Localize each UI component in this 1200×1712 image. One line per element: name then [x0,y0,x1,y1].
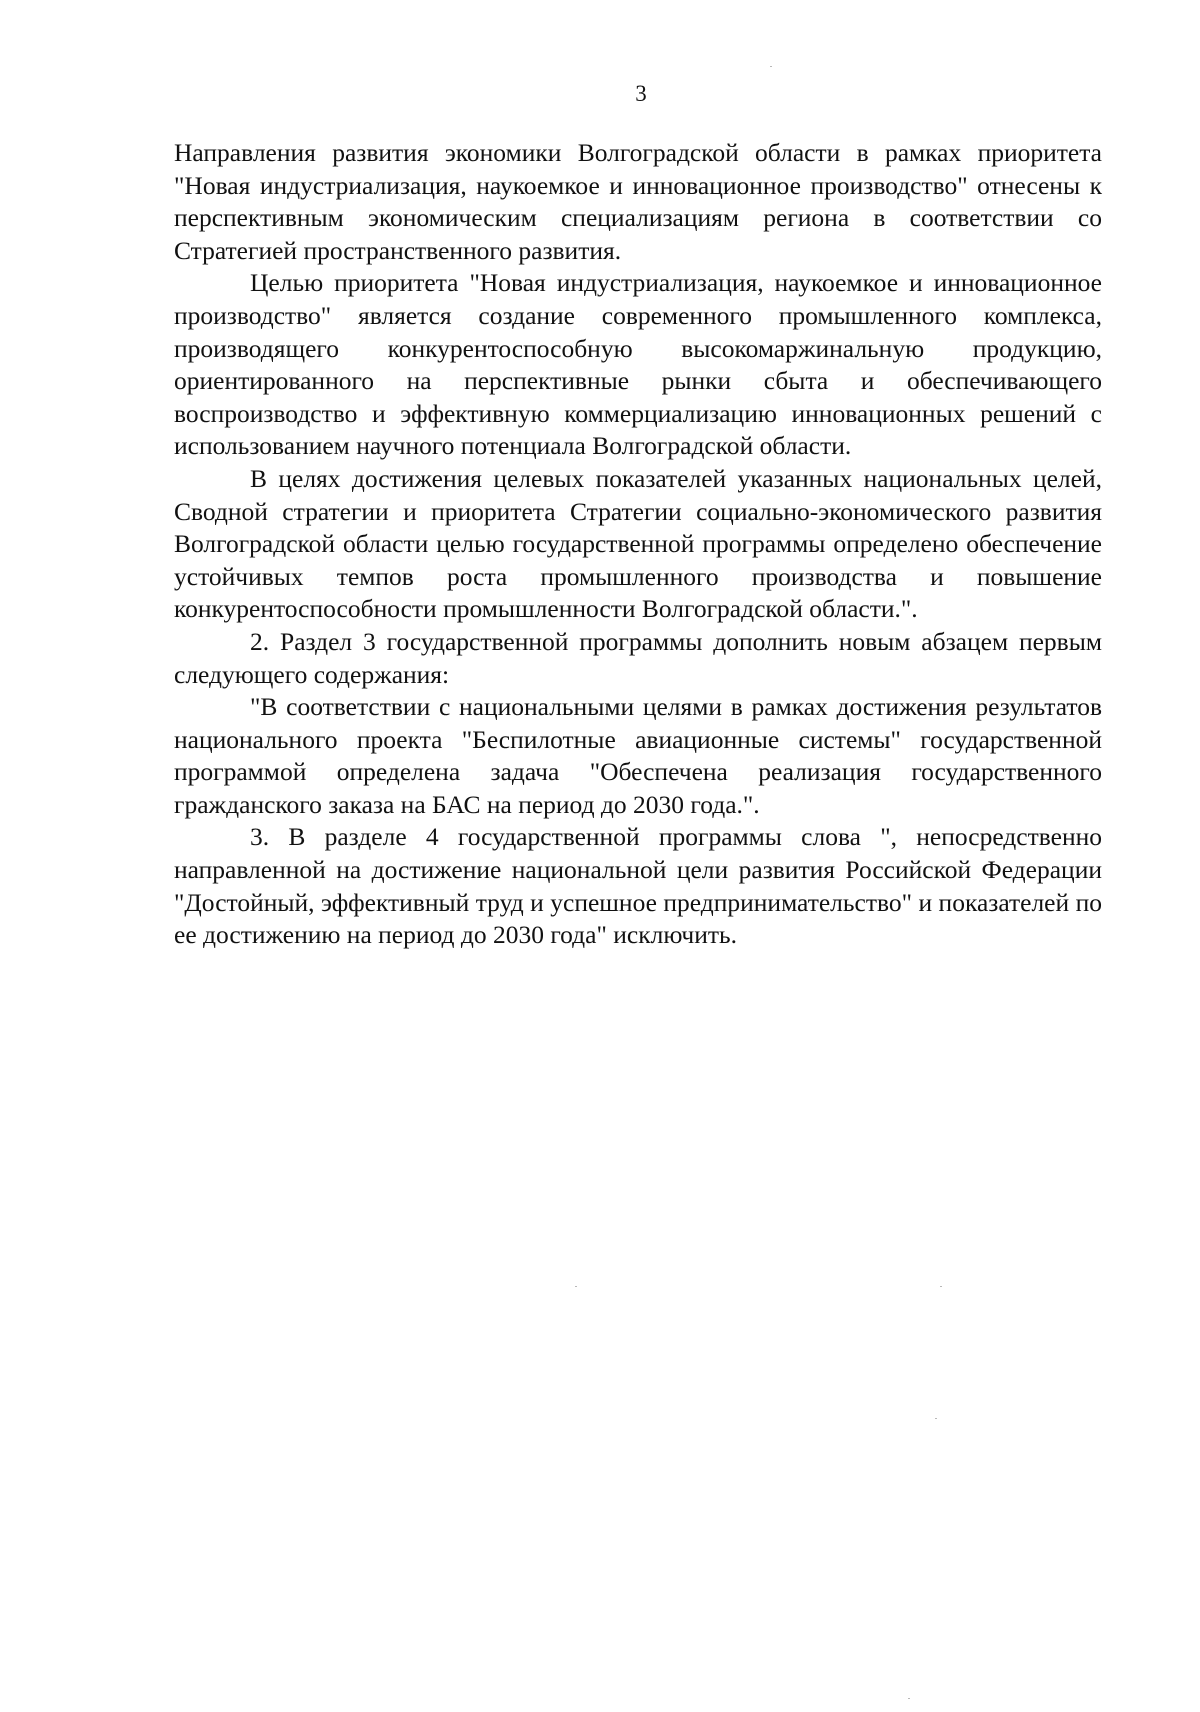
scan-speck [940,1286,942,1287]
paragraph-amendment-3: 3. В разделе 4 государственной программы слова ", непосредственно направленной на достижение национальной цели развития Российской Федерации "Достойный, эффективный труд и успешное предпринимательство" и показателей по ее достижению на период до 2030 года" исключить. [174,822,1102,950]
paragraph-quoted-insertion: "В соответствии с национальными целями в рамках достижения результатов национального проекта "Беспилотные авиационные системы" государственной программой определена задача "Обеспечена реализация государственного гражданского заказа на БАС на период до 2030 года.". [174,692,1102,819]
scan-speck [935,1418,937,1419]
paragraph-program-goal: В целях достижения целевых показателей указанных национальных целей, Сводной стратегии и приоритета Стратегии социально-экономического развития Волгоградской области целью государственной программы определено обеспечение устойчивых темпов роста промышленного производства и повышение конкурентоспособности промышленности Волгоградской области.". [174,463,1102,624]
scan-speck [770,66,772,67]
document-body [174,137,1102,952]
page-number: 3 [635,81,647,106]
paragraph-amendment-2: 2. Раздел 3 государственной программы дополнить новым абзацем первым следующего содержания: [174,626,1102,689]
paragraph-priority-goal: Целью приоритета "Новая индустриализация, наукоемкое и инновационное производство" является создание современного промышленного комплекса, производящего конкурентоспособную высокомаржинальную продукцию, ориентированного на перспективные рынки сбыта и обеспечивающего воспроизводство и эффективную коммерциализацию инновационных решений с использованием научного потенциала Волгоградской области. [174,268,1102,461]
scan-speck [908,1698,910,1699]
paragraph-economic-directions: Направления развития экономики Волгоградской области в рамках приоритета "Новая индустриализация, наукоемкое и инновационное производство" отнесены к перспективным экономическим специализациям региона в соответствии со Стратегией пространственного развития. [174,138,1102,265]
scan-speck [575,1286,577,1287]
